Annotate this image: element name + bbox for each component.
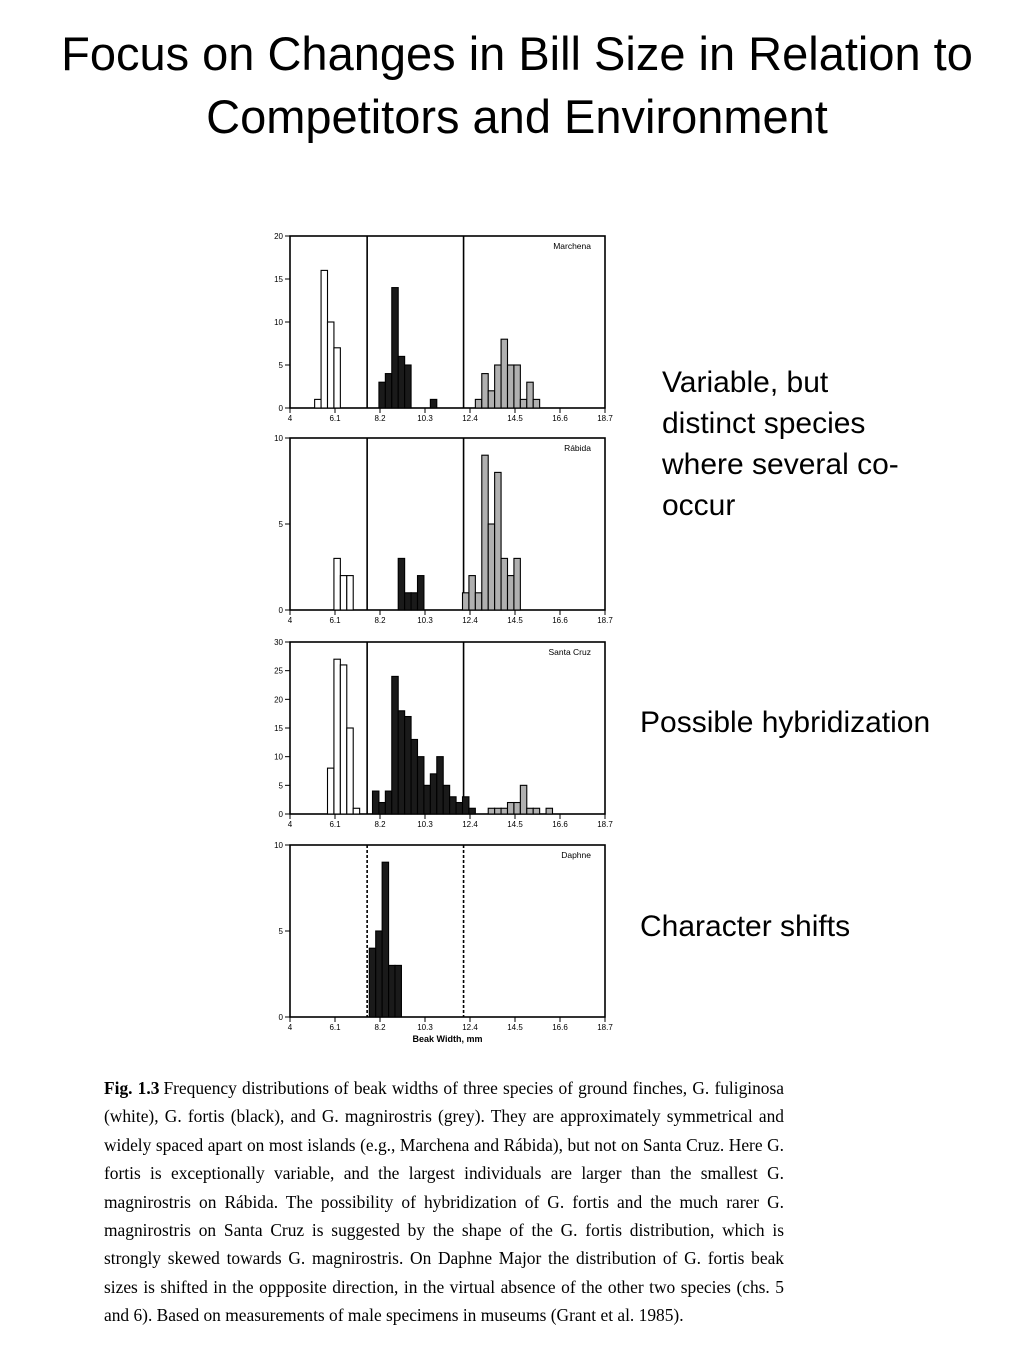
x-tick-label: 8.2 [374,616,386,625]
x-tick-label: 16.6 [552,820,568,829]
y-tick-label: 15 [274,724,283,733]
histogram-bar [395,965,401,1017]
histogram-bar [328,322,334,408]
histogram-bar [379,803,385,814]
y-tick-label: 10 [274,434,283,443]
histogram-bar [398,558,404,610]
histogram-bar [495,365,501,408]
x-tick-label: 12.4 [462,616,478,625]
histogram-bar [405,717,411,814]
beak-width-histograms [250,228,620,1058]
histogram-bar [347,728,353,814]
histogram-bar [514,365,520,408]
island-label: Daphne [561,850,591,860]
histogram-bar [353,808,359,814]
histogram-bar [514,558,520,610]
x-tick-label: 6.1 [329,616,341,625]
histogram-bar [405,593,411,610]
histogram-bar [482,455,488,610]
x-tick-label: 10.3 [417,820,433,829]
histogram-bar [488,391,494,408]
histogram-bar [321,270,327,408]
histogram-bar [533,808,539,814]
histogram-bar [443,785,449,814]
histogram-bar [418,757,424,814]
x-tick-label: 8.2 [374,414,386,423]
histogram-bar [385,791,391,814]
x-tick-label: 10.3 [417,616,433,625]
y-tick-label: 0 [278,1013,283,1022]
histogram-bar [469,808,475,814]
note-variable-species: Variable, but distinct species where several co-occur [662,366,899,522]
y-tick-label: 15 [274,275,283,284]
histogram-bar [520,785,526,814]
histogram-bar [334,558,340,610]
panel-frame [290,845,605,1017]
histogram-bar [373,791,379,814]
x-tick-label: 12.4 [462,1023,478,1032]
histogram-bar [379,382,385,408]
x-tick-label: 10.3 [417,414,433,423]
y-tick-label: 5 [278,520,283,529]
x-tick-label: 8.2 [374,820,386,829]
x-tick-label: 16.6 [552,414,568,423]
histogram-bar [450,797,456,814]
histogram-bar [463,797,469,814]
histogram-bar [501,558,507,610]
x-tick-label: 14.5 [507,616,523,625]
x-tick-label: 14.5 [507,414,523,423]
x-tick-label: 16.6 [552,616,568,625]
y-tick-label: 5 [278,361,283,370]
histogram-bar [398,356,404,408]
histogram-bar [376,931,382,1017]
histogram-bar [463,593,469,610]
y-tick-label: 10 [274,318,283,327]
histogram-bar [488,524,494,610]
y-tick-label: 0 [278,404,283,413]
histogram-bar [475,399,481,408]
histogram-bar [347,576,353,610]
histogram-bar [392,676,398,814]
x-tick-label: 4 [287,414,293,423]
x-tick-label: 4 [287,616,293,625]
histogram-bar [418,576,424,610]
x-tick-label: 6.1 [329,1023,341,1032]
y-tick-label: 5 [278,781,283,791]
histogram-bar [385,374,391,408]
histogram-bar [382,862,388,1017]
x-tick-label: 18.7 [597,616,613,625]
histogram-bar [514,803,520,814]
histogram-bar [405,365,411,408]
histogram-bar [508,803,514,814]
x-tick-label: 16.6 [552,1023,568,1032]
y-tick-label: 0 [278,810,283,819]
histogram-bar [495,808,501,814]
histogram-bar [315,399,321,408]
histogram-bar [392,288,398,408]
island-label: Rábida [564,443,591,453]
x-tick-label: 4 [287,1023,293,1032]
histogram-bar [482,374,488,408]
note-character-shifts: Character shifts [640,910,851,943]
histogram-bar [398,711,404,814]
histogram-bar [508,576,514,610]
figure-label: Fig. 1.3 [104,1078,160,1098]
x-tick-label: 14.5 [507,820,523,829]
x-tick-label: 18.7 [597,414,613,423]
histogram-bar [488,808,494,814]
figure-caption [104,1074,784,1330]
histogram-bar [546,808,552,814]
histogram-bar [411,739,417,814]
island-label: Marchena [553,241,591,251]
histogram-bar [340,576,346,610]
histogram-bar [430,774,436,814]
histogram-bar [501,339,507,408]
x-tick-label: 18.7 [597,820,613,829]
y-tick-label: 5 [278,927,283,936]
x-tick-label: 8.2 [374,1023,386,1032]
x-tick-label: 18.7 [597,1023,613,1032]
histogram-bar [495,472,501,610]
x-tick-label: 4 [287,820,293,829]
histogram-bar [469,576,475,610]
histogram-bar [328,768,334,814]
figure-caption-text: Frequency distributions of beak widths of three species of ground finches, G. fuliginosa (white), G. fortis (black), and G. magnirostris (grey). They are approximately symmetrical and widely spaced apart on most islands (e.g., Marchena and Rábida), but not on Santa Cruz. Here G. fortis is exceptionally variable, and the largest individuals are larger than the smallest G. magnirostris on Rábida. The possibility of hybridization of G. fortis and the much rarer G. magnirostris on Santa Cruz is suggested by the shape of the G. fortis distribution, which is strongly skewed towards G. magnirostris. On Daphne Major the distribution of G. fortis beak sizes is shifted in the oppposite direction, in the virtual absence of the other two species (chs. 5 and 6). Based on measurements of male specimens in museums (Grant et al. 1985). [104,1078,784,1326]
x-tick-label: 12.4 [462,414,478,423]
note-hybridization: Possible hybridization [640,706,931,739]
histogram-bar [456,803,462,814]
histogram-bar [475,593,481,610]
histogram-bar [334,348,340,408]
y-tick-label: 20 [274,695,283,705]
histogram-bar [533,399,539,408]
histogram-bar [334,659,340,814]
y-tick-label: 20 [274,232,283,241]
x-tick-label: 14.5 [507,1023,523,1032]
slide-title: Focus on Changes in Bill Size in Relation to Competitors and Environment [61,27,973,143]
x-tick-label: 10.3 [417,1023,433,1032]
y-tick-label: 25 [274,666,283,676]
histogram-bar [411,593,417,610]
x-tick-label: 6.1 [329,820,341,829]
histogram-bar [424,785,430,814]
x-tick-label: 12.4 [462,820,478,829]
x-tick-label: 6.1 [329,414,341,423]
histogram-bar [527,382,533,408]
histogram-bar [430,399,436,408]
x-axis-label: Beak Width, mm [412,1034,483,1044]
y-tick-label: 0 [278,606,283,615]
histogram-bar [437,757,443,814]
y-tick-label: 10 [274,752,283,762]
histogram-bar [520,399,526,408]
histogram-bar [340,665,346,814]
histogram-bar [508,365,514,408]
histogram-bar [369,948,375,1017]
island-label: Santa Cruz [548,647,591,657]
y-tick-label: 10 [274,841,283,850]
histogram-bar [501,808,507,814]
histogram-bar [527,808,533,814]
histogram-bar [389,965,395,1017]
y-tick-label: 30 [274,638,283,647]
